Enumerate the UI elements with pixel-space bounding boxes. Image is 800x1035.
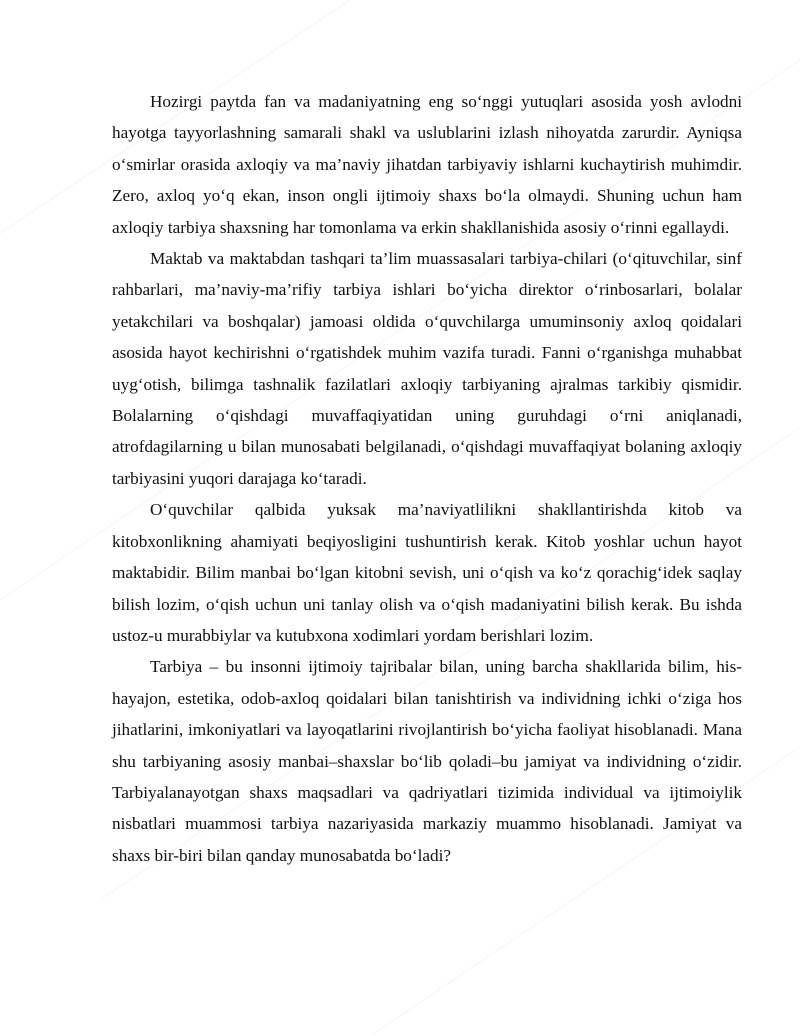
document-body xyxy=(112,86,742,871)
paragraph-2: Maktab va maktabdan tashqari ta’lim muassasalari tarbiya-chilari (o‘qituvchilar, sinf rahbarlari, ma’naviy-ma’rifiy tarbiya ishlari bo‘yicha direktor o‘rinbosarlari, bolalar yetakchilari va boshqalar) jamoasi oldida o‘quvchilarga umuminsoniy axloq qoidalari asosida hayot kechirishni o‘rgatishdek muhim vazifa turadi. Fanni o‘rganishga muhabbat uyg‘otish, bilimga tashnalik fazilatlari axloqiy tarbiyaning ajralmas tarkibiy qismidir. Bolalarning o‘qishdagi muvaffaqiyatidan uning guruhdagi o‘rni aniqlanadi, atrofdagilarning u bilan munosabati belgilanadi, o‘qishdagi muvaffaqiyat bolaning axloqiy tarbiyasini yuqori darajaga ko‘taradi. xyxy=(112,249,742,488)
paragraph-4: Tarbiya – bu insonni ijtimoiy tajribalar bilan, uning barcha shakllarida bilim, his-hayajon, estetika, odob-axloq qoidalari bilan tanishtirish va individning ichki o‘ziga hos jihatlarini, imkoniyatlari va layoqatlarini rivojlantirish bo‘yicha faoliyat hisoblanadi. Mana shu tarbiyaning asosiy manbai–shaxslar bo‘lib qoladi–bu jamiyat va individning o‘zidir. Tarbiyalanayotgan shaxs maqsadlari va qadriyatlari tizimida individual va ijtimoiylik nisbatlari muammosi tarbiya nazariyasida markaziy muammo hisoblanadi. Jamiyat va shaxs bir-biri bilan qanday munosabatda bo‘ladi? xyxy=(112,657,742,865)
paragraph-1: Hozirgi paytda fan va madaniyatning eng so‘nggi yutuqlari asosida yosh avlodni hayotga tayyorlashning samarali shakl va uslublarini izlash nihoyatda zarurdir. Ayniqsa o‘smirlar orasida axloqiy va ma’naviy jihatdan tarbiyaviy ishlarni kuchaytirish muhimdir. Zero, axloq yo‘q ekan, inson ongli ijtimoiy shaxs bo‘la olmaydi. Shuning uchun ham axloqiy tarbiya shaxsning har tomonlama va erkin shakllanishida asosiy o‘rinni egallaydi. xyxy=(112,92,742,237)
paragraph-3: O‘quvchilar qalbida yuksak ma’naviyatlilikni shakllantirishda kitob va kitobxonlikning ahamiyati beqiyosligini tushuntirish kerak. Kitob yoshlar uchun hayot maktabidir. Bilim manbai bo‘lgan kitobni sevish, uni o‘qish va ko‘z qorachig‘idek saqlay bilish lozim, o‘qish uchun uni tanlay olish va o‘qish madaniyatini bilish kerak. Bu ishda ustoz-u murabbiylar va kutubxona xodimlari yordam berishlari lozim. xyxy=(112,500,742,645)
